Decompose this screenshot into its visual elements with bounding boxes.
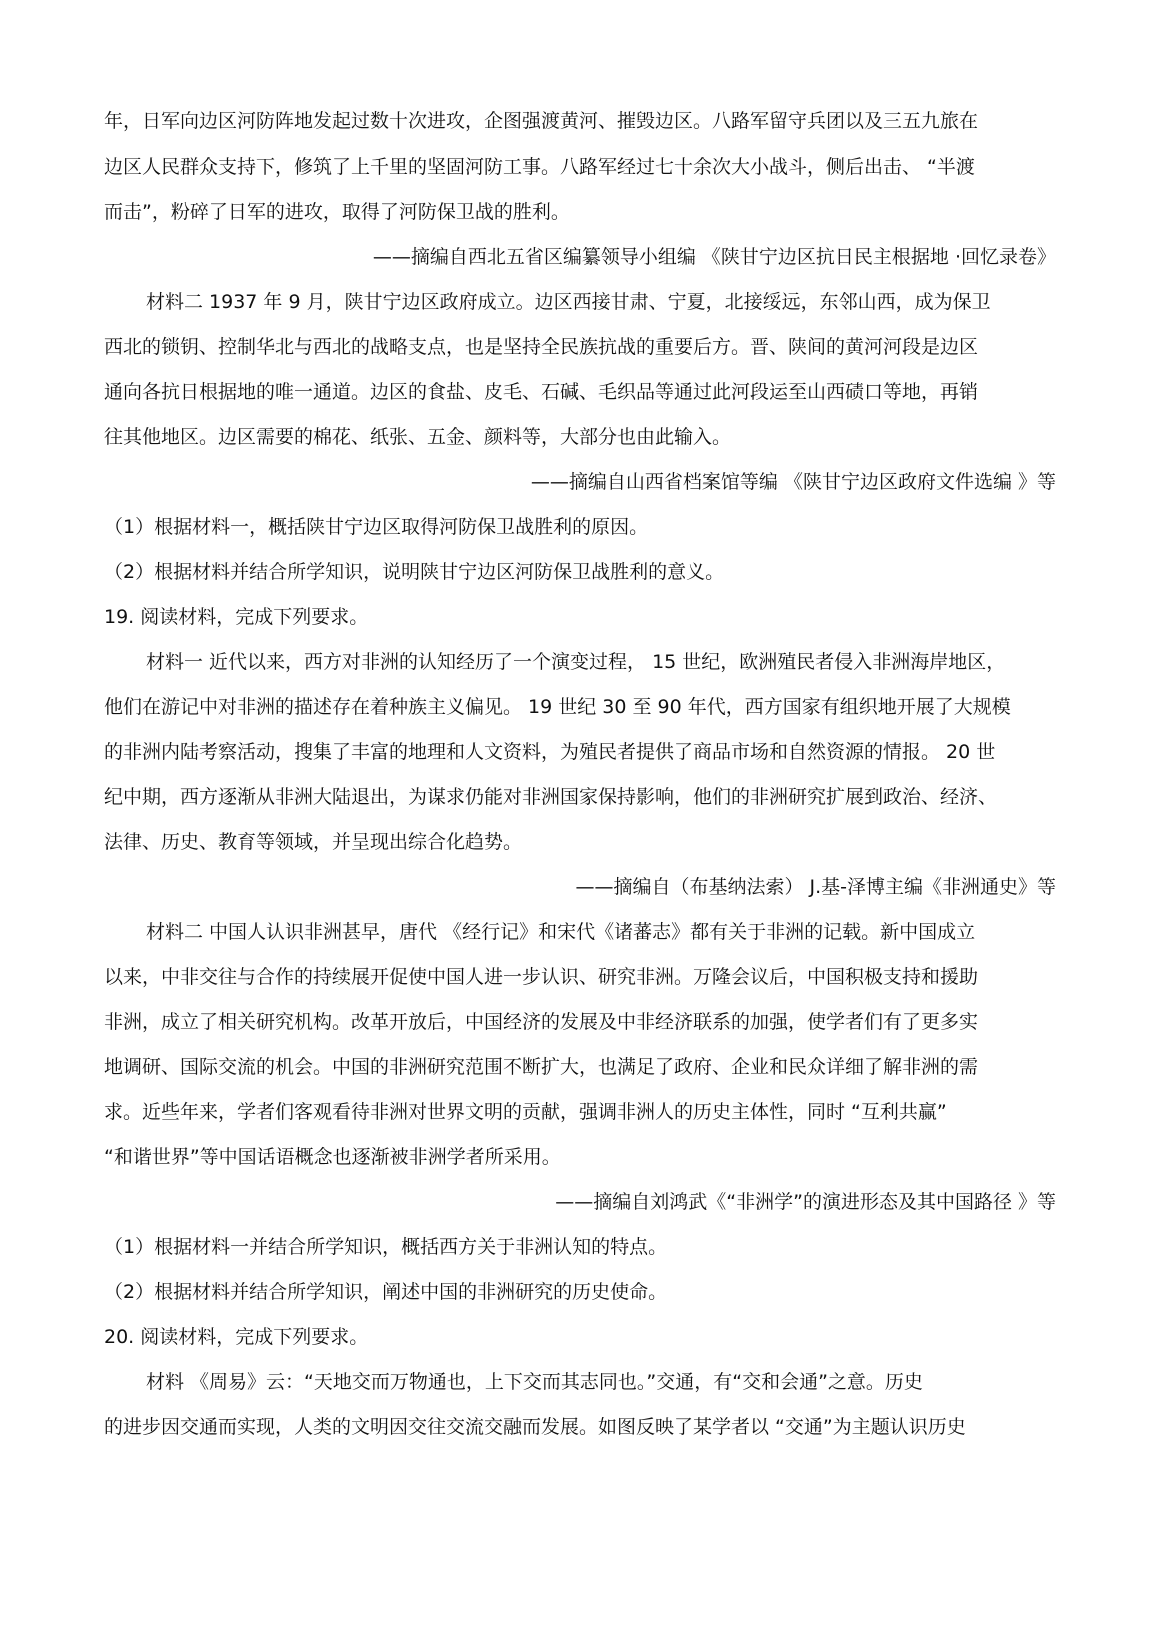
paragraph-line: 材料二 1937 年 9 月，陕甘宁边区政府成立。边区西接甘肃、宁夏，北接绥远，东邻山西，成为保卫 (146, 291, 991, 313)
paragraph-line: 材料 《周易》云：“天地交而万物通也，上下交而其志同也。”交通，有“交和会通”之意。历史 (146, 1371, 923, 1393)
paragraph-line: 法律、历史、教育等领域，并呈现出综合化趋势。 (104, 831, 523, 853)
paragraph-line: 材料二 中国人认识非洲甚早，唐代 《经行记》和宋代《诸蕃志》都有关于非洲的记载。新中国成立 (146, 921, 976, 943)
source-citation: ——摘编自山西省档案馆等编 《陕甘宁边区政府文件选编 》等 (530, 471, 1056, 493)
paragraph-line: 西北的锁钥、控制华北与西北的战略支点，也是坚持全民族抗战的重要后方。晋、陕间的黄河河段是边区 (104, 336, 979, 358)
paragraph-line: 往其他地区。边区需要的棉花、纸张、五金、颜料等，大部分也由此输入。 (104, 426, 732, 448)
paragraph-line: 的非洲内陆考察活动，搜集了丰富的地理和人文资料，为殖民者提供了商品市场和自然资源的情报。 20 世 (104, 741, 996, 763)
question-heading: 20. 阅读材料，完成下列要求。 (104, 1326, 369, 1348)
paragraph-line: 材料一 近代以来，西方对非洲的认知经历了一个演变过程， 15 世纪，欧洲殖民者侵入非洲海岸地区， (146, 651, 1006, 673)
paragraph-line: 以来，中非交往与合作的持续展开促使中国人进一步认识、研究非洲。万隆会议后，中国积极支持和援助 (104, 966, 979, 988)
sub-question: （1）根据材料一并结合所学知识，概括西方关于非洲认知的特点。 (104, 1236, 668, 1258)
paragraph-line: “和谐世界”等中国话语概念也逐渐被非洲学者所采用。 (104, 1146, 561, 1168)
paragraph-line: 求。近些年来，学者们客观看待非洲对世界文明的贡献，强调非洲人的历史主体性，同时 “互利共赢” (104, 1101, 947, 1123)
paragraph-line: 他们在游记中对非洲的描述存在着种族主义偏见。 19 世纪 30 至 90 年代，西方国家有组织地开展了大规模 (104, 696, 1011, 718)
paragraph-line: 边区人民群众支持下，修筑了上千里的坚固河防工事。八路军经过七十余次大小战斗，侧后出击、 “半渡 (104, 156, 975, 178)
sub-question: （2）根据材料并结合所学知识，说明陕甘宁边区河防保卫战胜利的意义。 (104, 561, 725, 583)
paragraph-line: 年，日军向边区河防阵地发起过数十次进攻，企图强渡黄河、摧毁边区。八路军留守兵团以及三五九旅在 (104, 110, 979, 132)
paragraph-line: 地调研、国际交流的机会。中国的非洲研究范围不断扩大，也满足了政府、企业和民众详细了解非洲的需 (104, 1056, 979, 1078)
paragraph-line: 的进步因交通而实现，人类的文明因交往交流交融而发展。如图反映了某学者以 “交通”为主题认识历史 (104, 1416, 966, 1438)
paragraph-line: 通向各抗日根据地的唯一通道。边区的食盐、皮毛、石碱、毛织品等通过此河段运至山西碛口等地，再销 (104, 381, 979, 403)
paragraph-line: 非洲，成立了相关研究机构。改革开放后，中国经济的发展及中非经济联系的加强，使学者们有了更多实 (104, 1011, 979, 1033)
source-citation: ——摘编自西北五省区编纂领导小组编 《陕甘宁边区抗日民主根据地 ·回忆录卷》 (372, 246, 1056, 268)
source-citation: ——摘编自刘鸿武《“非洲学”的演进形态及其中国路径 》等 (555, 1191, 1056, 1213)
sub-question: （1）根据材料一，概括陕甘宁边区取得河防保卫战胜利的原因。 (104, 516, 649, 538)
question-heading: 19. 阅读材料，完成下列要求。 (104, 606, 369, 628)
paragraph-line: 纪中期，西方逐渐从非洲大陆退出，为谋求仍能对非洲国家保持影响，他们的非洲研究扩展到政治、经济、 (104, 786, 998, 808)
source-citation: ——摘编自（布基纳法索） J.基-泽博主编《非洲通史》等 (575, 876, 1056, 898)
sub-question: （2）根据材料并结合所学知识，阐述中国的非洲研究的历史使命。 (104, 1281, 668, 1303)
paragraph-line: 而击”，粉碎了日军的进攻，取得了河防保卫战的胜利。 (104, 201, 570, 223)
